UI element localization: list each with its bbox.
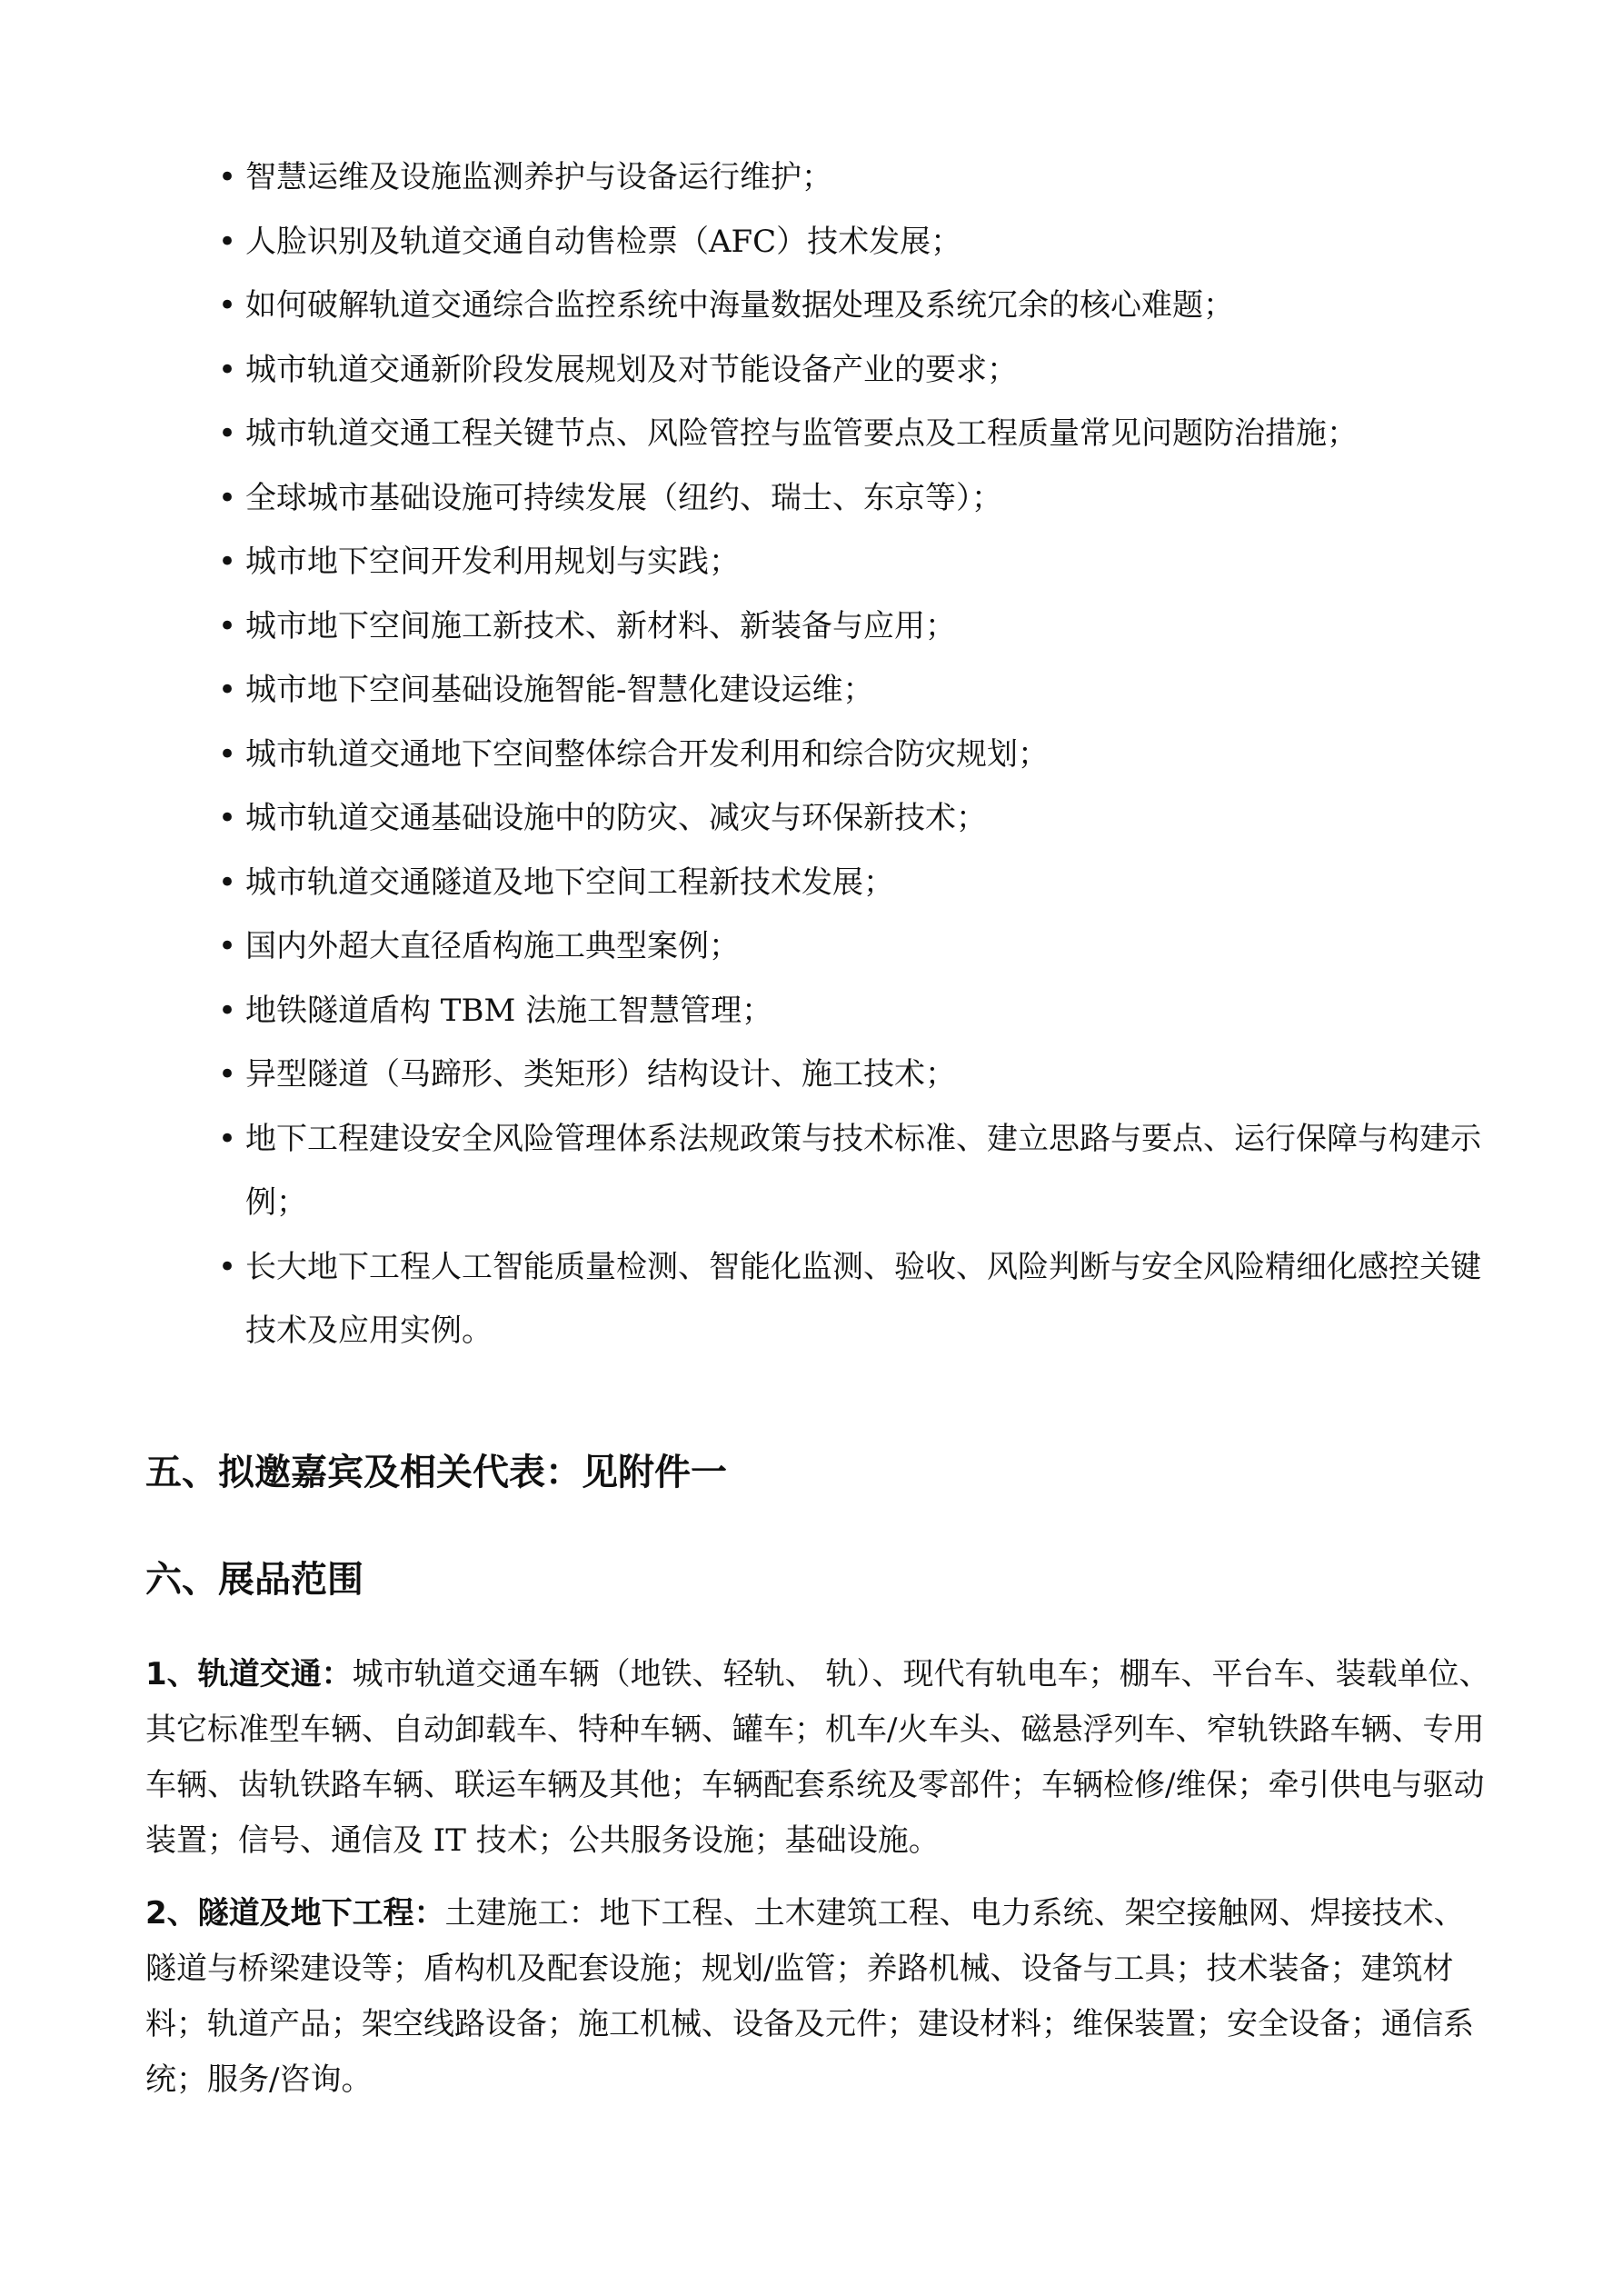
- bullet-dot-icon: •: [218, 863, 237, 901]
- bullet-dot-icon: •: [218, 1056, 237, 1093]
- bullet-dot-icon: •: [218, 992, 237, 1029]
- bullet-item: [218, 1107, 1490, 1235]
- bullet-text: 城市地下空间基础设施智能-智慧化建设运维；: [245, 672, 874, 708]
- bullet-item: [218, 210, 1490, 275]
- bullet-item: [218, 658, 1490, 723]
- bullet-dot-icon: •: [218, 1248, 237, 1285]
- bullet-item: [218, 979, 1490, 1043]
- bullet-text: 城市轨道交通新阶段发展规划及对节能设备产业的要求；: [245, 351, 1018, 388]
- bullet-text: 城市轨道交通工程关键节点、风险管控与监管要点及工程质量常见问题防治措施；: [245, 415, 1358, 452]
- category-description: 土建施工：地下工程、土木建筑工程、电力系统、架空接触网、焊接技术、隧道与桥梁建设等；盾构机及配套设施；规划/监管；养路机械、设备与工具；技术装备；建筑材料；轨道产品；架空线路设备；施工机械、设备及元件；建设材料；维保装置；安全设备；通信系统；服务/咨询。: [145, 1895, 1474, 2098]
- bullet-dot-icon: •: [218, 223, 237, 260]
- bullet-text: 如何破解轨道交通综合监控系统中海量数据处理及系统冗余的核心难题；: [245, 287, 1234, 324]
- bullet-text: 智慧运维及设施监测养护与设备运行维护；: [245, 159, 832, 195]
- bullet-dot-icon: •: [218, 544, 237, 580]
- bullet-text: 长大地下工程人工智能质量检测、智能化监测、验收、风险判断与安全风险精细化感控关键技术及应用实例。: [245, 1248, 1481, 1349]
- bullet-item: [218, 1235, 1490, 1363]
- bullet-item: [218, 723, 1490, 787]
- bullet-item: [218, 1043, 1490, 1107]
- section-heading-exhibits: 六、展品范围: [145, 1559, 363, 1601]
- exhibit-category-rail: [145, 1647, 1490, 1869]
- bullet-dot-icon: •: [218, 479, 237, 516]
- bullet-item: [218, 145, 1490, 210]
- bullet-dot-icon: •: [218, 287, 237, 324]
- bullet-dot-icon: •: [218, 800, 237, 836]
- bullet-text: 城市轨道交通隧道及地下空间工程新技术发展；: [245, 863, 894, 901]
- category-description: 城市轨道交通车辆（地铁、轻轨、 轨）、现代有轨电车；棚车、平台车、装载单位、其它标准型车辆、自动卸载车、特种车辆、罐车；机车/火车头、磁悬浮列车、窄轨铁路车辆、专用车辆、齿轨铁路车辆、联运车辆及其他；车辆配套系统及零部件；车辆检修/维保；牵引供电与驱动装置；信号、通信及 IT 技术；公共服务设施；基础设施。: [145, 1656, 1490, 1859]
- section-heading-guests: 五、拟邀嘉宾及相关代表：见附件一: [145, 1452, 727, 1493]
- bullet-text: 国内外超大直径盾构施工典型案例；: [245, 928, 740, 964]
- category-label: 2、隧道及地下工程：: [145, 1895, 445, 1932]
- bullet-item: [218, 851, 1490, 915]
- bullet-item: [218, 274, 1490, 338]
- bullet-dot-icon: •: [218, 1120, 237, 1157]
- bullet-text: 城市轨道交通基础设施中的防灾、减灾与环保新技术；: [245, 800, 987, 836]
- bullet-item: [218, 466, 1490, 531]
- category-label: 1、轨道交通：: [145, 1656, 353, 1692]
- bullet-item: [218, 914, 1490, 979]
- bullet-item: [218, 530, 1490, 594]
- bullet-item: [218, 402, 1490, 466]
- bullet-dot-icon: •: [218, 735, 237, 773]
- bullet-item: [218, 338, 1490, 403]
- bullet-dot-icon: •: [218, 672, 237, 708]
- bullet-text: 地下工程建设安全风险管理体系法规政策与技术标准、建立思路与要点、运行保障与构建示例；: [245, 1120, 1481, 1221]
- bullet-dot-icon: •: [218, 351, 237, 388]
- bullet-dot-icon: •: [218, 607, 237, 644]
- bullet-text: 城市地下空间开发利用规划与实践；: [245, 544, 740, 580]
- bullet-item: [218, 594, 1490, 659]
- bullet-item: [218, 786, 1490, 851]
- bullet-dot-icon: •: [218, 159, 237, 195]
- bullet-dot-icon: •: [218, 415, 237, 452]
- bullet-text: 人脸识别及轨道交通自动售检票（AFC）技术发展；: [245, 223, 962, 260]
- bullet-text: 全球城市基础设施可持续发展（纽约、瑞士、东京等）；: [245, 479, 1002, 516]
- bullet-dot-icon: •: [218, 928, 237, 964]
- exhibit-category-tunnel: [145, 1886, 1490, 2108]
- bullet-text: 城市轨道交通地下空间整体综合开发利用和综合防灾规划；: [245, 735, 1049, 773]
- bullet-text: 异型隧道（马蹄形、类矩形）结构设计、施工技术；: [245, 1056, 956, 1093]
- bullet-text: 地铁隧道盾构 TBM 法施工智慧管理；: [245, 992, 773, 1029]
- topic-bullet-list: [218, 145, 1490, 1363]
- bullet-text: 城市地下空间施工新技术、新材料、新装备与应用；: [245, 607, 956, 644]
